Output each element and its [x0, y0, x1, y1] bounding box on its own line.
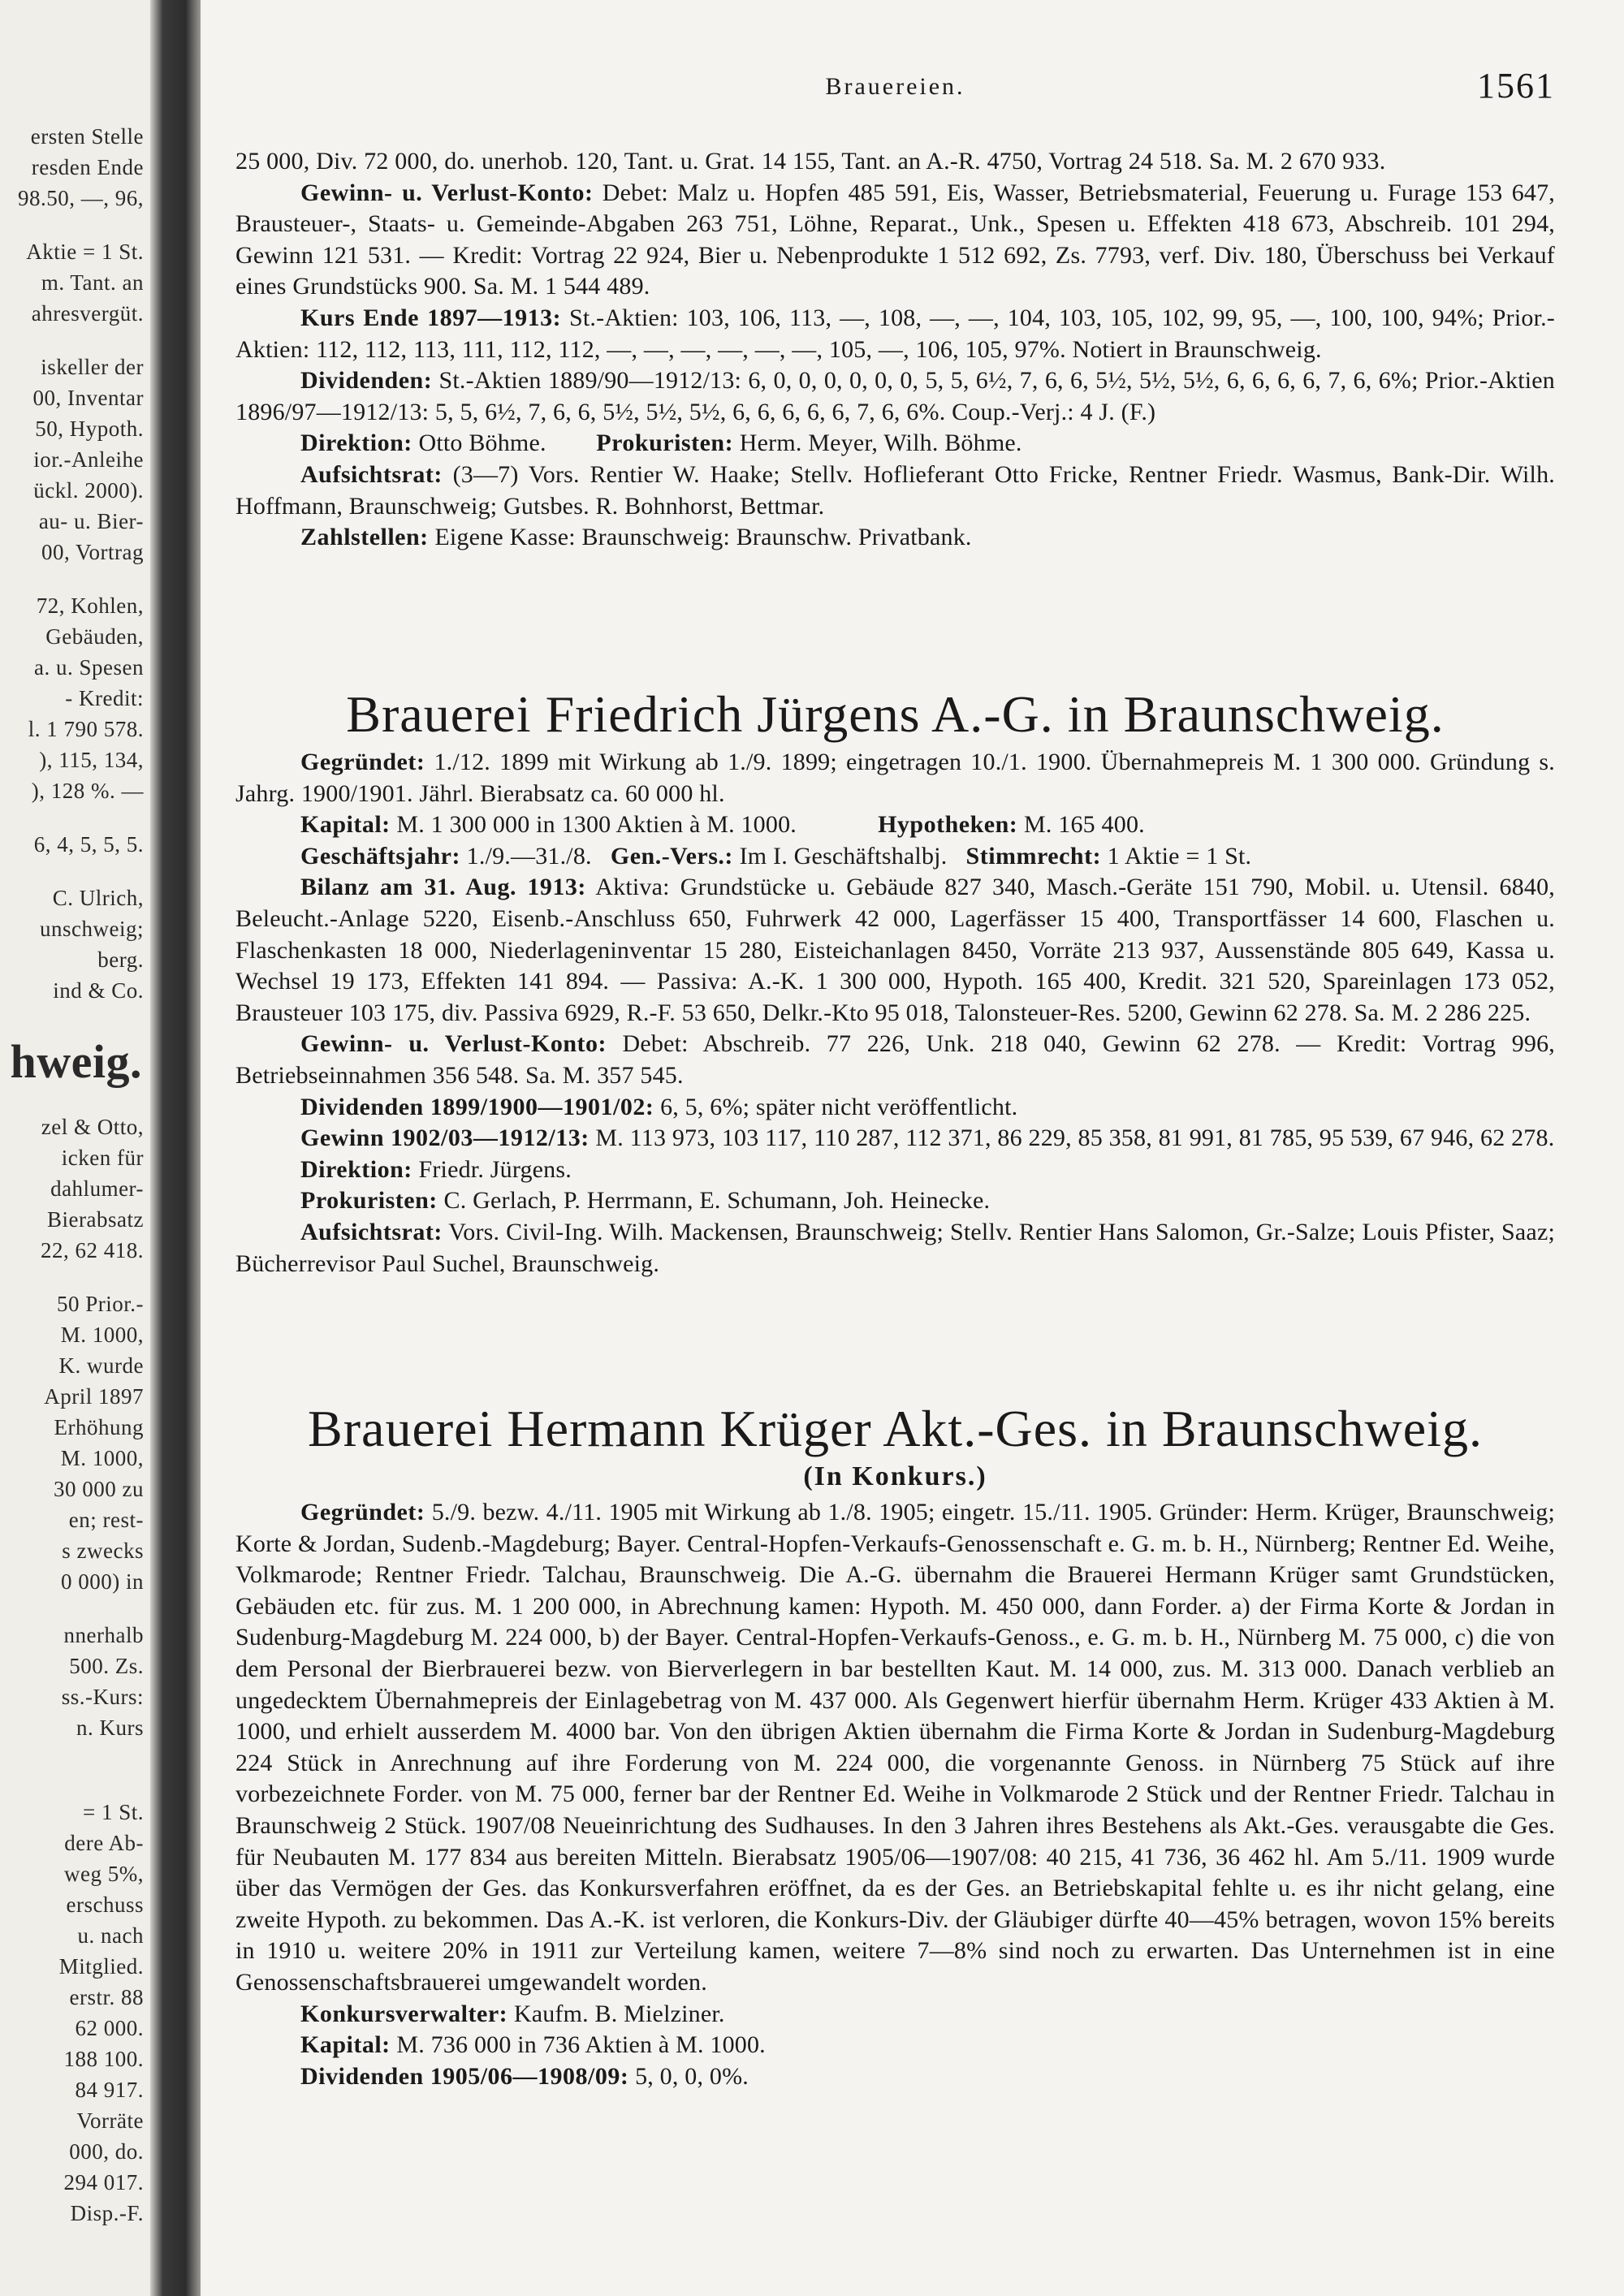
- founded: Gegründet: 1./12. 1899 mit Wirkung ab 1./9. 1899; eingetragen 10./1. 1900. Übernahmepreis M. 1 300 000. Gründung s. Jahrg. 1900/1901. Jährl. Bierabsatz ca. 60 000 hl.: [235, 749, 1555, 807]
- dividends: Dividenden 1905/06—1908/09: 5, 0, 0, 0%.: [300, 2062, 749, 2090]
- bankruptcy-note: (In Konkurs.): [803, 1461, 987, 1491]
- previous-page-text-line: 188 100.: [63, 2047, 144, 2071]
- previous-page-text-line: M. 1000,: [60, 1323, 144, 1347]
- previous-page-text-line: ückl. 2000).: [33, 478, 144, 503]
- previous-page-text-line: ), 128 %. —: [31, 779, 144, 803]
- previous-page-text-line: 000, do.: [69, 2139, 144, 2164]
- profit-loss-account: Gewinn- u. Verlust-Konto: Debet: Abschreib. 77 226, Unk. 218 040, Gewinn 62 278. — Kredit: Vortrag 996, Betriebseinnahmen 356 548. Sa. M. 357 545.: [235, 1030, 1555, 1089]
- previous-page-text-line: s zwecks: [62, 1539, 144, 1563]
- previous-page-text-line: icken für: [61, 1146, 144, 1170]
- section-continuation: [235, 146, 1555, 554]
- founded: Gegründet: 5./9. bezw. 4./11. 1905 mit Wirkung ab 1./8. 1905; eingetr. 15./11. 1905. Gründer: Herm. Krüger, Braunschweig; Korte & Jordan, Sudenb.-Magdeburg; Bayer. Central-Hopfen-Verkaufs-Genossenschaft e. G. m. b. H., Nürnberg; Rentner Ed. Weihe, Volkmarode; Rentner Friedr. Talchau, Braunschweig. Die A.-G. übernahm die Brauerei Hermann Krüger samt Grundstücken, Gebäuden etc. für zus. M. 1 200 000, in Abrechnung kamen: Hypoth. M. 450 000, dann Forder. a) der Firma Korte & Jordan in Sudenburg-Magdeburg M. 224 000, b) der Bayer. Central-Hopfen-Verkaufs-Genoss., e. G. m. b. H., Nürnberg M. 75 000, c) die von dem Personal der Bierbrauerei bezw. von Bierverlegern in bar bestellten Kaut. M. 14 000, zus. M. 313 000. Danach verblieb an ungedecktem Übernahmepreis der Einlagebetrag von M. 437 000. Als Gegenwert hierfür übernahm Herm. Krüger 433 Aktien à M. 1000, und erhielt ausserdem M. 4000 bar. Von den übrigen Aktien übernahm die Firma Korte & Jordan in Sudenburg-Magdeburg 224 Stück in Anrechnung auf ihre Forderung von M. 224 000, die vorgenannte Genoss. in Nürnberg 75 Stück auf ihre vorbezeichnete Forder. von M. 75 000, ferner bar der Rentner Ed. Weihe in Volkmarode 2 Stück und der Rentner Friedr. Talchau in Braunschweig 2 Stück. 1907/08 Neueinrichtung des Sudhauses. In den 3 Jahren ihres Bestehens als Akt.-Ges. verausgabte die Ges. für Neubauten M. 177 834 aus bereiten Mitteln. Bierabsatz 1905/06—1907/08: 40 215, 41 736, 36 462 hl. Am 5./11. 1909 wurde über das Vermögen der Ges. das Konkursverfahren eröffnet, da es der Ges. an Betriebskapital fehlte u. es ihr nicht gelang, eine zweite Hypoth. zu bekommen. Das A.-K. ist verloren, die Konkurs-Div. der Gläubiger dürfte 40—45% betragen, wovon 15% bereits in 1910 u. weitere 20% in 1911 zur Verteilung kamen, weitere 7—8% sind noch zu erwarten. Das Unternehmen ist in eine Genossenschaftsbrauerei umgewandelt worden.: [235, 1499, 1555, 1996]
- previous-page-text-line: - Kredit:: [65, 686, 144, 710]
- section-juergens: [235, 682, 1555, 1280]
- previous-page-text-line: ahresvergüt.: [31, 301, 144, 326]
- previous-page-text-line: resden Ende: [31, 155, 144, 179]
- previous-page-text-line: 294 017.: [63, 2170, 144, 2195]
- previous-page-text-line: en; rest-: [68, 1508, 144, 1532]
- previous-page-text-line: ior.-Anleihe: [33, 447, 144, 472]
- previous-page-text-line: 22, 62 418.: [41, 1238, 144, 1262]
- previous-page-text-line: 62 000.: [75, 2016, 144, 2040]
- previous-page-text-line: n. Kurs: [76, 1716, 144, 1740]
- previous-page-text-line: dere Ab-: [64, 1831, 144, 1855]
- management: Direktion: Otto Böhme. Prokuristen: Herm. Meyer, Wilh. Böhme.: [300, 429, 1022, 457]
- capital: Kapital: M. 1 300 000 in 1300 Aktien à M. 1000. Hypotheken: M. 165 400.: [300, 811, 1145, 839]
- previous-page-text-line: 500. Zs.: [69, 1654, 144, 1678]
- previous-page-text-line: au- u. Bier-: [38, 509, 144, 533]
- bankruptcy-administrator: Konkursverwalter: Kaufm. B. Mielziner.: [300, 2000, 725, 2027]
- stock-prices: Kurs Ende 1897—1913: St.-Aktien: 103, 106, 113, —, 108, —, —, 104, 103, 105, 102, 99, 95, —, 100, 100, 94%; Prior.-Aktien: 112, 112, 113, 111, 112, 112, —, —, —, —, —, —, 105, —, 106, 105, 97%. Notiert in Braunschweig.: [235, 304, 1555, 363]
- previous-page-text-line: 00, Vortrag: [41, 540, 144, 564]
- previous-page-text-line: C. Ulrich,: [52, 886, 144, 910]
- book-gutter: [150, 0, 201, 2296]
- previous-page-text-line: K. wurde: [58, 1353, 144, 1378]
- dividends: Dividenden 1899/1900—1901/02: 6, 5, 6%; später nicht veröffentlicht.: [300, 1093, 1018, 1120]
- dividends: Dividenden: St.-Aktien 1889/90—1912/13: 6, 0, 0, 0, 0, 0, 0, 5, 5, 6½, 7, 6, 6, 5½, 5½, 5½, 6, 6, 6, 6, 7, 6, 6%; Prior.-Aktien 1896/97—1912/13: 5, 5, 6½, 7, 6, 6, 5½, 5½, 5½, 6, 6, 6, 6, 6, 7, 6, 6%. Coup.-Verj.: 4 J. (F.): [235, 367, 1555, 425]
- previous-page-text-line: ind & Co.: [53, 978, 144, 1003]
- management: Direktion: Friedr. Jürgens.: [300, 1155, 572, 1183]
- previous-page-text-line: Erhöhung: [54, 1415, 144, 1439]
- previous-page-text-line: Bierabsatz: [47, 1207, 144, 1232]
- previous-page-text-line: u. nach: [77, 1923, 144, 1948]
- previous-page-text-line: dahlumer-: [50, 1176, 144, 1201]
- previous-page-text-line: nnerhalb: [63, 1623, 144, 1647]
- previous-page-text-line: iskeller der: [41, 355, 144, 379]
- company-title-krueger: Brauerei Hermann Krüger Akt.-Ges. in Braunschweig.: [308, 1400, 1483, 1457]
- supervisory-board: Aufsichtsrat: Vors. Civil-Ing. Wilh. Mackensen, Braunschweig; Stellv. Rentier Hans Salomon, Gr.-Salze; Louis Pfister, Saaz; Bücherrevisor Paul Suchel, Braunschweig.: [235, 1218, 1555, 1277]
- previous-page-text-line: 00, Inventar: [32, 386, 144, 410]
- previous-page-text-line: M. 1000,: [60, 1446, 144, 1470]
- supervisory-board: Aufsichtsrat: (3—7) Vors. Rentier W. Haake; Stellv. Hoflieferant Otto Fricke, Rentner Friedr. Wasmus, Bank-Dir. Wilh. Hoffmann, Braunschweig; Gutsbes. R. Bohnhorst, Bettmar.: [235, 460, 1555, 520]
- previous-page-text-line: = 1 St.: [83, 1800, 144, 1824]
- previous-page-text-line: a. u. Spesen: [34, 655, 144, 680]
- page: [235, 65, 1555, 2273]
- previous-page-heading: hweig.: [10, 1035, 142, 1088]
- previous-page-text-line: 30 000 zu: [54, 1477, 144, 1501]
- previous-page-text-line: weg 5%,: [64, 1862, 144, 1886]
- paying-agents: Zahlstellen: Eigene Kasse: Braunschweig: Braunschw. Privatbank.: [300, 524, 972, 551]
- previous-page-text-line: 0 000) in: [61, 1569, 144, 1594]
- previous-page-text-line: 72, Kohlen,: [36, 593, 144, 618]
- previous-page-text-line: Gebäuden,: [45, 624, 144, 649]
- authorized-officers: Prokuristen: C. Gerlach, P. Herrmann, E. Schumann, Joh. Heinecke.: [300, 1187, 991, 1215]
- previous-page-text-line: April 1897: [44, 1384, 144, 1409]
- running-title: Brauereien.: [825, 73, 965, 100]
- previous-page-text-line: berg.: [97, 947, 144, 972]
- profits: Gewinn 1902/03—1912/13: M. 113 973, 103 117, 110 287, 112 371, 86 229, 85 358, 81 991, 81 785, 95 539, 67 946, 62 278.: [300, 1124, 1555, 1152]
- previous-page-text-line: Aktie = 1 St.: [26, 240, 144, 264]
- previous-page-text-line: unschweig;: [40, 917, 144, 941]
- previous-page-text-line: 50 Prior.-: [56, 1292, 144, 1316]
- fiscal-year: Geschäftsjahr: 1./9.—31./8. Gen.-Vers.: Im I. Geschäftshalbj. Stimmrecht: 1 Aktie = 1 St.: [300, 842, 1252, 870]
- previous-page-edge: [0, 0, 150, 2296]
- page-number: 1561: [1477, 66, 1555, 106]
- balance-continuation: 25 000, Div. 72 000, do. unerhob. 120, Tant. u. Grat. 14 155, Tant. an A.-R. 4750, Vortrag 24 518. Sa. M. 2 670 933.: [235, 148, 1386, 175]
- previous-page-text-line: ersten Stelle: [30, 124, 144, 149]
- previous-page-text-line: 84 917.: [75, 2078, 144, 2102]
- capital: Kapital: M. 736 000 in 736 Aktien à M. 1000.: [300, 2031, 766, 2059]
- section-krueger: [235, 1396, 1555, 2092]
- previous-page-text-line: l. 1 790 578.: [28, 717, 144, 741]
- balance-sheet: Bilanz am 31. Aug. 1913: Aktiva: Grundstücke u. Gebäude 827 340, Masch.-Geräte 151 790, Mobil. u. Utensil. 6840, Beleucht.-Anlage 5220, Eisenb.-Anschluss 650, Fuhrwerk 42 000, Lagerfässer 15 400, Transportfässer 14 600, Flaschen u. Flaschenkasten 18 000, Niederlageninventar 15 280, Eisteichanlagen 8450, Vorräte 213 937, Aussenstände 805 649, Kassa u. Wechsel 19 173, Effekten 141 894. — Passiva: A.-K. 1 300 000, Hypoth. 165 400, Kredit. 321 520, Spareinlagen 173 052, Brausteuer 103 175, div. Passiva 6929, R.-F. 53 650, Delkr.-Kto 95 018, Talonsteuer-Res. 5200, Gewinn 62 278. Sa. M. 2 286 225.: [235, 874, 1555, 1026]
- previous-page-text-line: Mitglied.: [58, 1954, 144, 1979]
- previous-page-text-line: m. Tant. an: [41, 270, 144, 295]
- previous-page-text-line: zel & Otto,: [41, 1115, 144, 1139]
- profit-loss-account: Gewinn- u. Verlust-Konto: Debet: Malz u. Hopfen 485 591, Eis, Wasser, Betriebsmaterial, Feuerung u. Furage 153 647, Brausteuer-, Staats- u. Gemeinde-Abgaben 263 751, Löhne, Reparat., Unk., Spesen u. Effekten 418 673, Abschreib. 101 294, Gewinn 121 531. — Kredit: Vortrag 22 924, Bier u. Nebenprodukte 1 512 692, Zs. 7793, verf. Div. 180, Überschuss bei Verkauf eines Grundstücks 900. Sa. M. 1 544 489.: [235, 179, 1555, 300]
- previous-page-text-line: erschuss: [66, 1892, 144, 1917]
- previous-page-text-line: 50, Hypoth.: [35, 416, 144, 441]
- previous-page-text-line: Disp.-F.: [70, 2201, 144, 2225]
- page-header: [235, 65, 1555, 114]
- previous-page-text-line: ss.-Kurs:: [61, 1685, 144, 1709]
- previous-page-text-line: Vorräte: [76, 2108, 144, 2133]
- company-title-juergens: Brauerei Friedrich Jürgens A.-G. in Braunschweig.: [346, 685, 1445, 743]
- previous-page-text-line: 98.50, —, 96,: [18, 186, 144, 210]
- previous-page-text-line: 6, 4, 5, 5, 5.: [33, 832, 144, 857]
- previous-page-text-line: erstr. 88: [69, 1985, 144, 2009]
- previous-page-text-line: ), 115, 134,: [39, 748, 144, 772]
